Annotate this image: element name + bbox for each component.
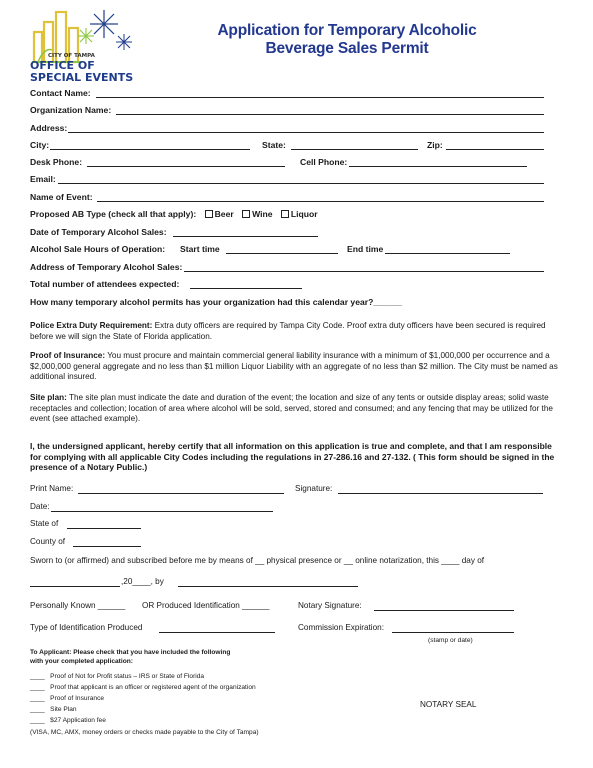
- cell-phone-field[interactable]: [349, 166, 527, 167]
- start-time-field[interactable]: [226, 253, 338, 254]
- payment-note: (VISA, MC, AMX, money orders or checks made payable to the City of Tampa): [30, 729, 259, 736]
- notary-signature-label: Notary Signature:: [298, 601, 362, 610]
- police-text: Extra duty officers are required by Tampa City Code. Proof extra duty officers have been secured is required before we will sign the State of Florida application.: [30, 321, 546, 341]
- zip-label: Zip:: [427, 140, 443, 150]
- checklist-item-label: Proof of Not for Profit status – IRS or State of Florida: [50, 673, 205, 680]
- checklist-heading-line1: To Applicant: Please check that you have included the following: [30, 649, 231, 656]
- insurance-requirement: [30, 351, 565, 383]
- personally-known-label: Personally Known ______: [30, 601, 126, 610]
- notary-signature-field[interactable]: [374, 610, 514, 611]
- desk-phone-field[interactable]: [87, 166, 285, 167]
- checklist-item[interactable]: ____ Proof that applicant is an officer or registered agent of the organization: [30, 684, 256, 691]
- address-of-sales-field[interactable]: [184, 271, 544, 272]
- wine-label: Wine: [252, 209, 273, 219]
- state-of-label: State of: [30, 519, 59, 528]
- state-field[interactable]: [291, 149, 418, 150]
- checklist-heading: [30, 648, 230, 666]
- year-by-text: ,20____, by: [121, 577, 164, 586]
- attendees-field[interactable]: [190, 288, 302, 289]
- logo-line2: SPECIAL EVENTS: [30, 71, 134, 84]
- signature-label: Signature:: [295, 484, 333, 493]
- commission-expiration-label: Commission Expiration:: [298, 623, 384, 632]
- commission-expiration-field[interactable]: [392, 632, 514, 633]
- title-line2: Beverage Sales Permit: [265, 40, 429, 57]
- date-of-sales-label: Date of Temporary Alcohol Sales:: [30, 227, 167, 237]
- date-label: Date:: [30, 502, 50, 511]
- or-produced-id-label: OR Produced Identification ______: [142, 601, 270, 610]
- liquor-label: Liquor: [290, 209, 318, 219]
- address-label: Address:: [30, 123, 68, 133]
- print-name-label: Print Name:: [30, 484, 74, 493]
- notary-seal-label: NOTARY SEAL: [420, 700, 477, 709]
- ab-type-label: Proposed AB Type (check all that apply):: [30, 209, 197, 219]
- end-time-label: End time: [347, 244, 384, 254]
- zip-field[interactable]: [446, 149, 544, 150]
- siteplan-title: Site plan:: [30, 393, 67, 402]
- date-of-sales-field[interactable]: [173, 236, 318, 237]
- checklist-item[interactable]: ____ Proof of Not for Profit status – IRS or State of Florida: [30, 673, 205, 680]
- desk-phone-label: Desk Phone:: [30, 157, 83, 167]
- end-time-field[interactable]: [385, 253, 510, 254]
- siteplan-text: The site plan must indicate the date and duration of the event; the location and size of any tents or outside display areas; solid waste receptacles and collection; location of area where alcohol will be sold, served, stored and consumed; and any fencing that may be utilized for the event (see attached example).: [30, 393, 553, 424]
- checklist-item[interactable]: ____ Site Plan: [30, 706, 77, 713]
- liquor-checkbox[interactable]: [281, 210, 289, 218]
- checklist-item[interactable]: ____ $27 Application fee: [30, 717, 106, 724]
- permits-question: How many temporary alcohol permits has your organization had this calendar year?______: [30, 297, 403, 307]
- address-field[interactable]: [68, 132, 544, 133]
- title-line1: Application for Temporary Alcoholic: [217, 22, 477, 39]
- contact-name-field[interactable]: [96, 97, 544, 98]
- checklist-item[interactable]: ____ Proof of Insurance: [30, 695, 105, 702]
- page-title: [202, 22, 492, 58]
- checklist-item-label: Proof that applicant is an officer or registered agent of the organization: [50, 684, 256, 691]
- certification-statement: I, the undersigned applicant, hereby certify that all information on this application is true and complete, and that I am responsible for complying with all applicable City Codes including the regulations in 27-286.16 and 27-132. ( This form should be signed in the presence of a Notary Public.): [30, 441, 555, 473]
- insurance-title: Proof of Insurance:: [30, 351, 106, 360]
- name-of-event-field[interactable]: [97, 201, 544, 202]
- county-of-label: County of: [30, 537, 66, 546]
- signature-field[interactable]: [338, 493, 543, 494]
- beer-checkbox[interactable]: [205, 210, 213, 218]
- logo-city-text: CITY OF TAMPA: [48, 53, 95, 59]
- police-title: Police Extra Duty Requirement:: [30, 321, 153, 330]
- attendees-label: Total number of attendees expected:: [30, 279, 180, 289]
- email-field[interactable]: [58, 183, 544, 184]
- day-field[interactable]: [30, 586, 120, 587]
- organization-name-label: Organization Name:: [30, 105, 112, 115]
- checklist-item-label: Site Plan: [50, 706, 77, 713]
- checklist-item-label: $27 Application fee: [50, 717, 106, 724]
- state-of-field[interactable]: [67, 528, 141, 529]
- office-of-special-events-logo: [28, 6, 138, 84]
- county-of-field[interactable]: [73, 546, 141, 547]
- by-name-field[interactable]: [178, 586, 358, 587]
- cell-phone-label: Cell Phone:: [300, 157, 348, 167]
- insurance-text: You must procure and maintain commercial general liability insurance with a minimum of $1,000,000 per occurrence and a $2,000,000 general aggregate and no less than $1 million Liquor Liability with an aggregate of no less than $2 million. The City must be named as additional insured.: [30, 351, 558, 382]
- sale-hours-label: Alcohol Sale Hours of Operation:: [30, 244, 166, 254]
- start-time-label: Start time: [180, 244, 220, 254]
- city-label: City:: [30, 140, 50, 150]
- contact-name-label: Contact Name:: [30, 88, 91, 98]
- address-of-sales-label: Address of Temporary Alcohol Sales:: [30, 262, 183, 272]
- organization-name-field[interactable]: [116, 114, 544, 115]
- stamp-or-date-note: (stamp or date): [428, 637, 473, 644]
- checklist-item-label: Proof of Insurance: [50, 695, 105, 702]
- ab-type-row: [30, 209, 318, 219]
- siteplan-requirement: [30, 393, 565, 425]
- police-requirement: [30, 321, 565, 342]
- logo-line1: OFFICE OF: [30, 59, 95, 72]
- email-label: Email:: [30, 174, 56, 184]
- checklist-heading-line2: with your completed application:: [30, 658, 133, 665]
- wine-checkbox[interactable]: [242, 210, 250, 218]
- date-field[interactable]: [51, 511, 273, 512]
- city-field[interactable]: [50, 149, 250, 150]
- name-of-event-label: Name of Event:: [30, 192, 93, 202]
- beer-label: Beer: [214, 209, 234, 219]
- type-of-id-label: Type of Identification Produced: [30, 623, 143, 632]
- state-label: State:: [262, 140, 286, 150]
- type-of-id-field[interactable]: [159, 632, 275, 633]
- print-name-field[interactable]: [78, 493, 284, 494]
- sworn-statement: Sworn to (or affirmed) and subscribed before me by means of __ physical presence or __ online notarization, this ____ day of: [30, 556, 485, 565]
